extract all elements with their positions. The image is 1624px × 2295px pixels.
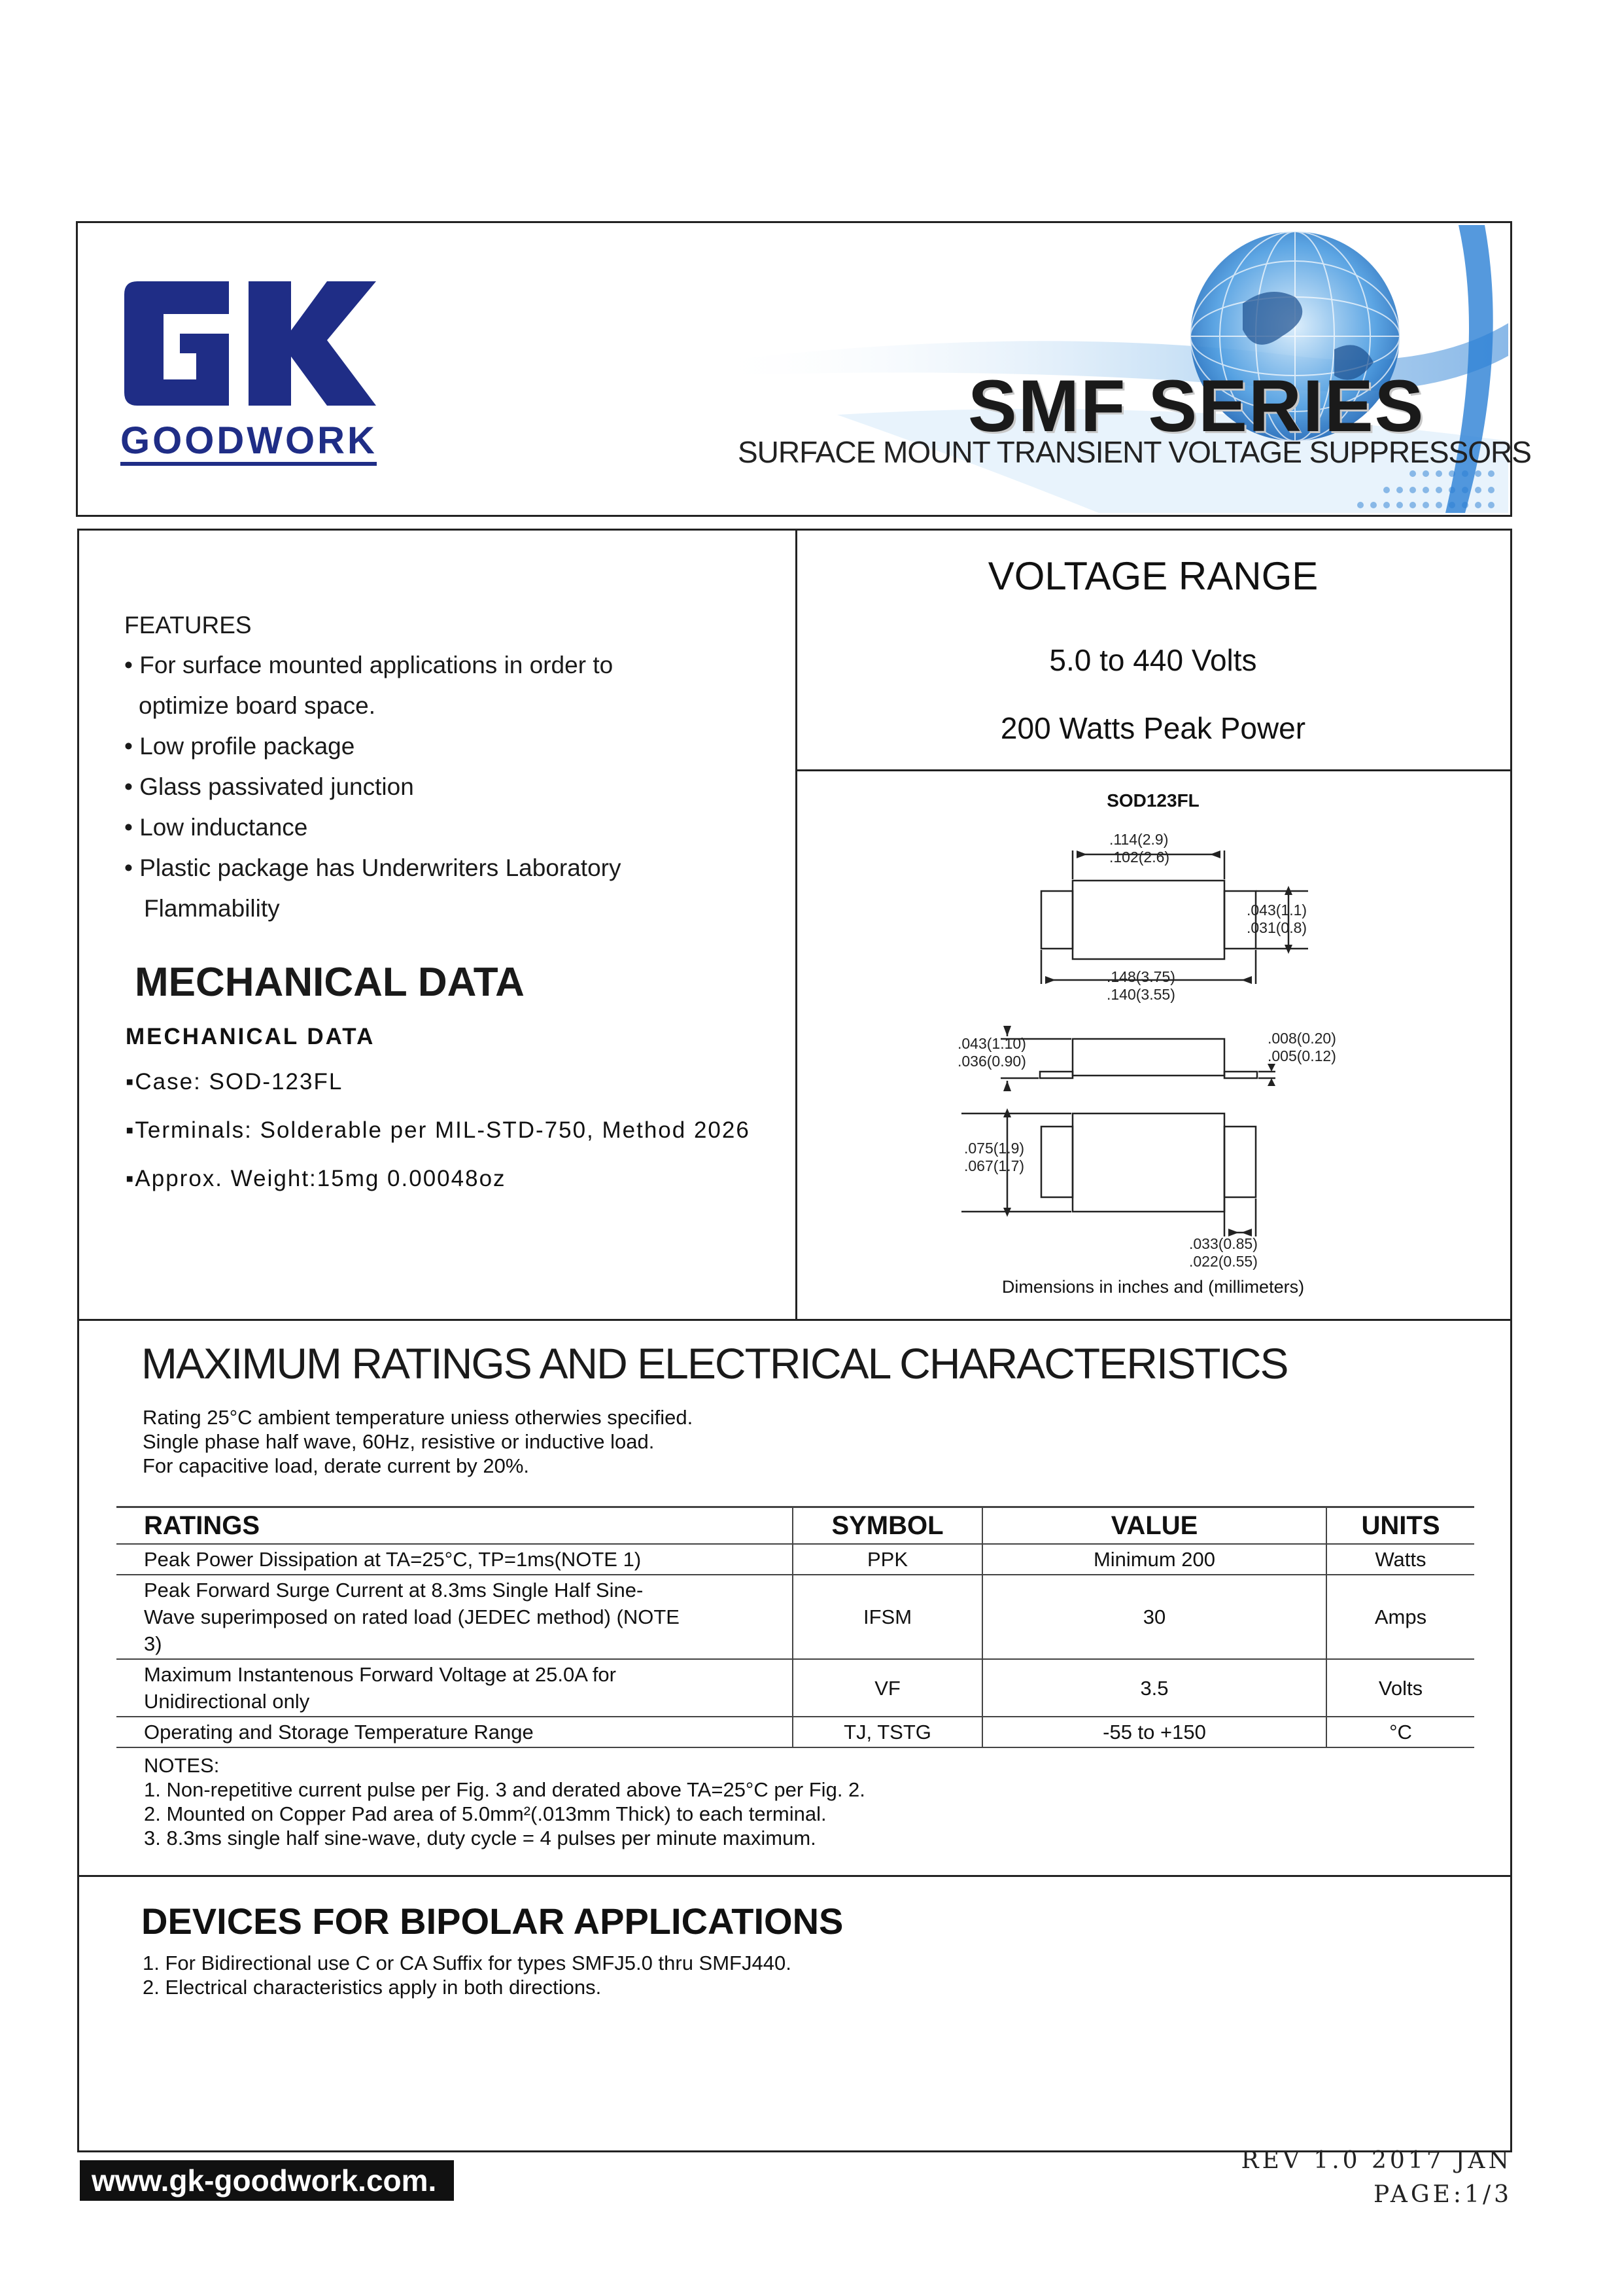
ratings-header-row [116, 1507, 1474, 1545]
dim-lead-length: .075(1.9) .067(1.7) [964, 1140, 1025, 1174]
row-units: Watts [1326, 1544, 1474, 1575]
bipolar-line: 1. For Bidirectional use C or CA Suffix for types SMFJ5.0 thru SMFJ440. [143, 1952, 791, 1974]
dimensions-caption: Dimensions in inches and (millimeters) [1001, 1277, 1305, 1297]
ratings-condition: Single phase half wave, 60Hz, resistive or inductive load. [143, 1430, 655, 1453]
page-number: PAGE:1/3 [1373, 2181, 1512, 2208]
divider-ratings [77, 1319, 1512, 1321]
gk-logo-mark [118, 275, 379, 412]
mechanical-subtitle: MECHANICAL DATA [126, 1024, 375, 1049]
series-title: SMF SERIES [968, 365, 1425, 447]
mechanical-item: ▪Approx. Weight:15mg 0.00048oz [126, 1166, 506, 1191]
dim-overall-length: .148(3.75) .140(3.55) [1107, 968, 1175, 1003]
ratings-condition: For capacitive load, derate current by 20%. [143, 1454, 530, 1477]
table-row [116, 1659, 1474, 1717]
row-units: °C [1326, 1717, 1474, 1747]
note-item: 3. 8.3ms single half sine-wave, duty cycle = 4 pulses per minute maximum. [144, 1827, 816, 1849]
note-item: 1. Non-repetitive current pulse per Fig. 3 and derated above TA=25°C per Fig. 2. [144, 1778, 865, 1801]
bipolar-line: 2. Electrical characteristics apply in both directions. [143, 1976, 602, 1999]
revision-label: REV 1.0 2017 JAN [1241, 2147, 1512, 2174]
voltage-range-title: VOLTAGE RANGE [988, 554, 1319, 598]
feature-item: • Low inductance [124, 814, 308, 841]
row-value: -55 to +150 [982, 1717, 1326, 1747]
col-units: UNITS [1326, 1507, 1474, 1545]
row-param: Maximum Instantenous Forward Voltage at 25.0A for Unidirectional only [116, 1659, 793, 1717]
row-symbol: IFSM [793, 1575, 982, 1659]
feature-item: Flammability [144, 895, 280, 922]
row-param: Peak Forward Surge Current at 8.3ms Single Half Sine-Wave superimposed on rated load (JEDEC method) (NOTE 3) [116, 1575, 793, 1659]
ratings-table [116, 1506, 1474, 1748]
package-name: SOD123FL [1107, 790, 1200, 811]
dim-body-length: .114(2.9) .102(2.6) [1109, 831, 1170, 866]
mechanical-item: ▪Case: SOD-123FL [126, 1069, 343, 1095]
row-param: Peak Power Dissipation at TA=25°C, TP=1ms(NOTE 1) [116, 1544, 793, 1575]
row-value: 3.5 [982, 1659, 1326, 1717]
table-row [116, 1717, 1474, 1747]
col-value: VALUE [982, 1507, 1326, 1545]
divider-voltage [795, 769, 1512, 771]
col-ratings: RATINGS [116, 1507, 793, 1545]
website-link[interactable]: www.gk-goodwork.com. [80, 2160, 454, 2201]
table-row [116, 1544, 1474, 1575]
row-symbol: VF [793, 1659, 982, 1717]
dim-lead-thickness: .008(0.20) .005(0.12) [1268, 1030, 1336, 1064]
bipolar-title: DEVICES FOR BIPOLAR APPLICATIONS [141, 1901, 844, 1942]
note-item: 2. Mounted on Copper Pad area of 5.0mm²(.013mm Thick) to each terminal. [144, 1802, 827, 1825]
divider-bipolar [77, 1875, 1512, 1877]
ratings-condition: Rating 25°C ambient temperature uniess otherwies specified. [143, 1406, 693, 1429]
feature-item: • Plastic package has Underwriters Laboratory [124, 854, 621, 881]
mechanical-title: MECHANICAL DATA [135, 960, 525, 1005]
feature-item: • Low profile package [124, 733, 355, 760]
table-row [116, 1575, 1474, 1659]
gk-logo [118, 275, 379, 415]
ratings-title: MAXIMUM RATINGS AND ELECTRICAL CHARACTERISTICS [141, 1339, 1288, 1388]
row-units: Amps [1326, 1575, 1474, 1659]
mechanical-item: ▪Terminals: Solderable per MIL-STD-750, Method 2026 [126, 1117, 750, 1143]
series-subtitle: SURFACE MOUNT TRANSIENT VOLTAGE SUPPRESSORS [738, 435, 1531, 469]
col-symbol: SYMBOL [793, 1507, 982, 1545]
dim-height: .043(1.10) .036(0.90) [958, 1035, 1026, 1070]
feature-item: • For surface mounted applications in order to [124, 652, 613, 678]
voltage-range-volts: 5.0 to 440 Volts [1049, 643, 1257, 677]
row-value: Minimum 200 [982, 1544, 1326, 1575]
features-heading: FEATURES [124, 612, 252, 639]
feature-item: optimize board space. [139, 692, 375, 719]
dim-body-width: .043(1.1) .031(0.8) [1247, 902, 1307, 936]
dim-lead-width: .033(0.85) .022(0.55) [1189, 1235, 1258, 1270]
row-units: Volts [1326, 1659, 1474, 1717]
row-param: Operating and Storage Temperature Range [116, 1717, 793, 1747]
voltage-range-power: 200 Watts Peak Power [1000, 711, 1306, 745]
notes-heading: NOTES: [144, 1754, 220, 1777]
feature-item: • Glass passivated junction [124, 773, 414, 800]
row-symbol: TJ, TSTG [793, 1717, 982, 1747]
row-symbol: PPK [793, 1544, 982, 1575]
brand-name: GOODWORK [120, 419, 377, 462]
ratings-notes [144, 1753, 865, 1850]
brand-underline [120, 462, 377, 466]
row-value: 30 [982, 1575, 1326, 1659]
